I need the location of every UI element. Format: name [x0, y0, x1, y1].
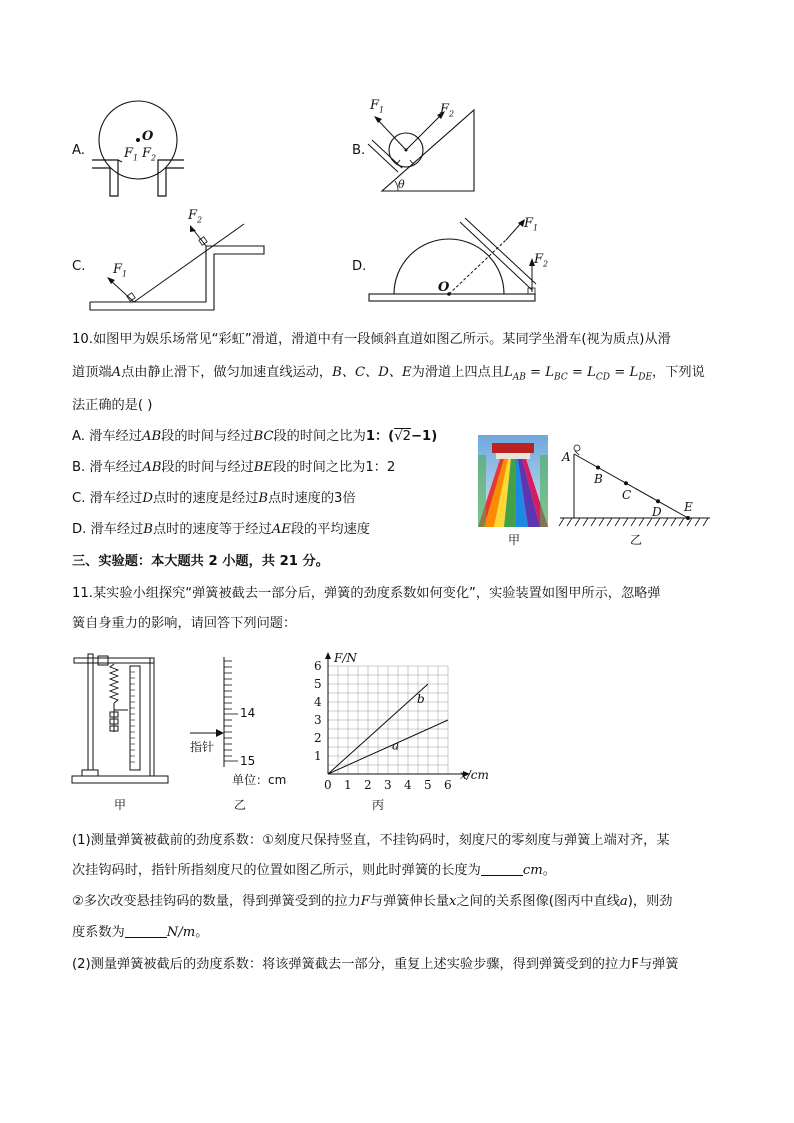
q10-option-d: D. 滑车经过B点时的速度等于经过AE段的平均速度: [72, 522, 370, 537]
point-d-label: D: [652, 505, 662, 519]
section-3-heading: 三、实验题：本大题共 2 小题，共 21 分。: [72, 554, 329, 569]
rainbow-slide-photo: [478, 435, 548, 527]
q11-part1-line-1: (1)测量弹簧被截前的劲度系数：①刻度尺保持竖直，不挂钩码时，刻度尺的零刻度与弹簧上端对齐，某: [72, 833, 670, 848]
ruler-mark-15: 15: [240, 754, 256, 768]
force-extension-chart: [308, 640, 498, 795]
option-b-label: B.: [352, 143, 366, 158]
q11-part2-line-2: 度系数为 N/m。: [72, 925, 209, 940]
x-tick-label: 0: [324, 778, 332, 792]
x-tick-label: 1: [344, 778, 352, 792]
fig9d-o-label: O: [438, 280, 450, 295]
q11-part1-line-2: 次挂钩码时，指针所指刻度尺的位置如图乙所示，则此时弹簧的长度为 cm。: [72, 863, 556, 878]
point-e-label: E: [684, 500, 693, 514]
y-tick-label: 2: [314, 731, 322, 745]
q11-part2-line-1: ②多次改变悬挂钩码的数量，得到弹簧受到的拉力F与弹簧伸长量x之间的关系图像(图丙中直线a)，则劲: [72, 894, 673, 909]
y-tick-label: 4: [314, 695, 322, 709]
ruler-unit-label: 单位：cm: [232, 773, 287, 787]
point-a-label: A: [562, 450, 571, 464]
q10-fig-jia-caption: 甲: [508, 533, 521, 547]
fig9a-f2-label: $F_2$: [142, 146, 157, 163]
q10-fig-yi-caption: 乙: [630, 533, 643, 547]
q11-fig-bing-caption: 丙: [372, 798, 385, 812]
option-a-label: A.: [72, 143, 85, 158]
y-tick-label: 1: [314, 749, 322, 763]
point-b-label: B: [594, 472, 603, 486]
pointer-label: 指针: [190, 740, 215, 754]
y-tick-label: 6: [314, 659, 322, 673]
option-d-label: D.: [352, 259, 367, 274]
x-tick-label: 6: [444, 778, 452, 792]
q10-option-a: A. 滑车经过AB段的时间与经过BC段的时间之比为1：(√2−1): [72, 429, 438, 444]
x-tick-label: 3: [384, 778, 392, 792]
q11-part3-line-1: (2)测量弹簧被截后的劲度系数：将该弹簧截去一部分，重复上述实验步骤，得到弹簧受到的拉力F与弹簧: [72, 957, 679, 972]
fig9d-f2-label: $F_2$: [534, 252, 549, 269]
series-label-a: a: [392, 738, 400, 753]
q10-slope-figure: [558, 440, 718, 530]
q10-option-c: C. 滑车经过D点时的速度是经过B点时速度的3倍: [72, 491, 356, 506]
fig9c-f1-label: $F_1$: [113, 262, 128, 279]
fig9b-theta-label: θ: [398, 178, 405, 191]
point-c-label: C: [622, 488, 632, 502]
q10-line-3: 法正确的是( ): [72, 398, 153, 413]
answer-blank-length[interactable]: [481, 862, 523, 876]
q11-line-2: 簧自身重力的影响，请回答下列问题：: [72, 616, 297, 631]
q10-option-b: B. 滑车经过AB段的时间与经过BE段的时间之比为1：2: [72, 460, 396, 475]
q11-fig-jia-caption: 甲: [114, 798, 127, 812]
spring-apparatus-figure: [70, 652, 180, 787]
fig9b-f1-label: $F_1$: [370, 98, 385, 115]
y-axis-label: F/N: [334, 651, 357, 665]
y-tick-label: 5: [314, 677, 322, 691]
answer-blank-stiffness[interactable]: [125, 924, 167, 938]
y-tick-label: 3: [314, 713, 322, 727]
fig9a-o-label: O: [142, 129, 154, 144]
x-tick-label: 4: [404, 778, 412, 792]
q10-line-1: 10.如图甲为娱乐场常见“彩虹”滑道，滑道中有一段倾斜直道如图乙所示。某同学坐滑车(视为质点)从滑: [72, 332, 671, 347]
fig9d-f1-label: $F_1$: [524, 216, 539, 233]
x-tick-label: 5: [424, 778, 432, 792]
fig9c-f2-label: $F_2$: [188, 208, 203, 225]
figure-9d: [366, 210, 549, 310]
ruler-mark-14: 14: [240, 706, 256, 720]
option-c-label: C.: [72, 259, 86, 274]
q11-fig-yi-caption: 乙: [234, 798, 247, 812]
y-axis-arrow: [325, 652, 331, 659]
q10-line-2: 道顶端A点由静止滑下，做匀加速直线运动，B、C、D、E为滑道上四点且$L_{AB} = L_{BC} = L_{CD} = L_{DE}$，下列说: [72, 365, 705, 383]
series-label-b: b: [417, 691, 425, 706]
x-tick-label: 2: [364, 778, 372, 792]
q11-line-1: 11.某实验小组探究“弹簧被截去一部分后，弹簧的劲度系数如何变化”，实验装置如图甲所示，忽略弹: [72, 586, 661, 601]
fig9b-f2-label: $F_2$: [440, 102, 455, 119]
fig9a-f1-label: $F_1$: [124, 146, 139, 163]
chart-tick-labels: [314, 651, 489, 792]
x-axis-label: x/cm: [460, 768, 489, 782]
